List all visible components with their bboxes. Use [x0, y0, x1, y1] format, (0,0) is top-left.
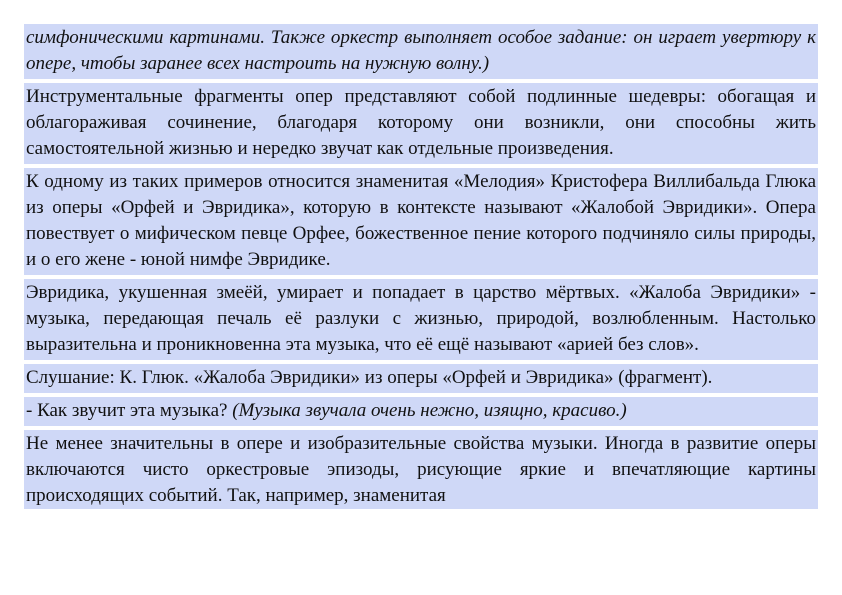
paragraph-text: Инструментальные фрагменты опер представляют собой подлинные шедевры: обогащая и облагораживая сочинение, благодаря которому они возникли, они способны жить самостоятельной жизнью и нередко звучат как отдельные произведения.: [26, 86, 816, 159]
paragraph-text: Не менее значительны в опере и изобразительные свойства музыки. Иногда в развитие оперы включаются чисто оркестровые эпизоды, рисующие яркие и впечатляющие картины происходящих событий. Так, например, знаменитая: [26, 433, 816, 506]
paragraph-italic-text: симфоническими картинами. Также оркестр выполняет особое задание: он играет увертюру к опере, чтобы заранее всех настроить на нужную волну.): [26, 27, 816, 74]
paragraph-text: - Как звучит эта музыка?: [26, 400, 233, 421]
document-page: [24, 24, 818, 509]
paragraph-text: Слушание: К. Глюк. «Жалоба Эвридики» из оперы «Орфей и Эвридика» (фрагмент).: [26, 367, 713, 388]
paragraph-listening: [24, 364, 818, 393]
paragraph-question: [24, 397, 818, 426]
paragraph-italic-answer: (Музыка звучала очень нежно, изящно, красиво.): [232, 400, 627, 421]
paragraph-text: Эвридика, укушенная змеёй, умирает и попадает в царство мёртвых. «Жалоба Эвридики» - музыка, передающая печаль её разлуки с жизнью, природой, возлюбленным. Настолько выразительна и проникновенна эта музыка, что её ещё называют «арией без слов».: [26, 282, 816, 355]
paragraph-text: К одному из таких примеров относится знаменитая «Мелодия» Кристофера Виллибальда Глюка из оперы «Орфей и Эвридика», которую в контексте называют «Жалобой Эвридики». Опера повествует о мифическом певце Орфее, божественное пение которого подчиняло силы природы, и о его жене - юной нимфе Эвридике.: [26, 171, 816, 270]
paragraph-gluck-melody: [24, 168, 818, 275]
paragraph-orchestra-note: [24, 24, 818, 79]
paragraph-pictorial-properties: [24, 430, 818, 509]
paragraph-instrumental-fragments: [24, 83, 818, 164]
paragraph-eurydice: [24, 279, 818, 360]
